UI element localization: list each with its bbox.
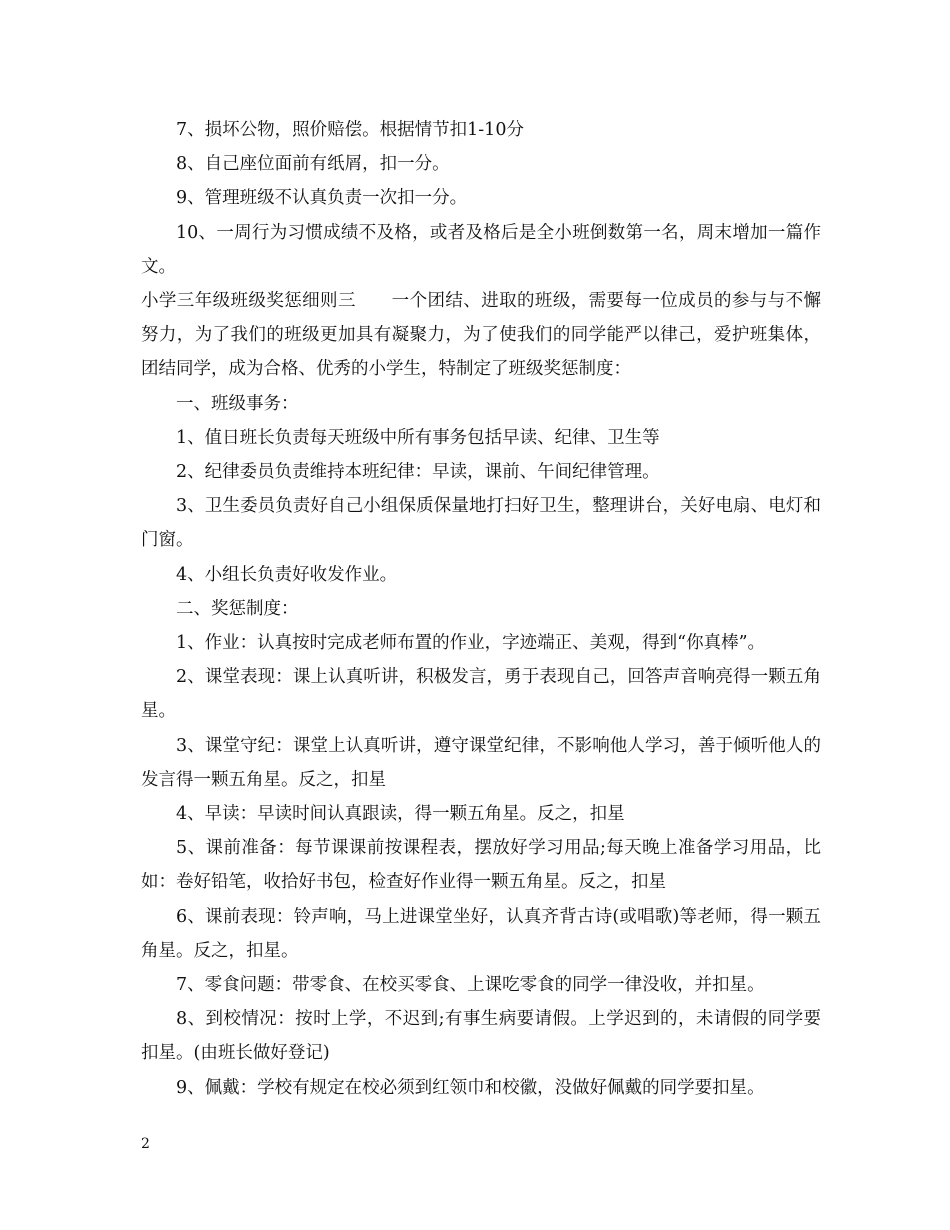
paragraph: 9、佩戴：学校有规定在校必须到红领巾和校徽，没做好佩戴的同学要扣星。 [176, 1077, 765, 1098]
paragraph: 1、作业：认真按时完成老师布置的作业，字迹端正、美观，得到“你真棒”。 [176, 633, 766, 654]
document-body [141, 113, 821, 1105]
paragraph: 7、零食问题：带零食、在校买零食、上课吃零食的同学一律没收，并扣星。 [176, 975, 765, 996]
paragraph: 8、自己座位面前有纸屑，扣一分。 [176, 154, 450, 175]
paragraph: 6、课前表现：铃声响，马上进课堂坐好，认真齐背古诗(或唱歌)等老师，得一颗五角星。反之，扣星。 [141, 906, 821, 961]
paragraph: 3、课堂守纪：课堂上认真听讲，遵守课堂纪律，不影响他人学习，善于倾听他人的发言得一颗五角星。反之，扣星 [141, 735, 821, 790]
page-number: 2 [141, 1136, 150, 1152]
paragraph: 1、值日班长负责每天班级中所有事务包括早读、纪律、卫生等 [176, 427, 660, 448]
paragraph: 4、小组长负责好收发作业。 [176, 564, 398, 585]
paragraph: 3、卫生委员负责好自己小组保质保量地打扫好卫生，整理讲台，关好电扇、电灯和门窗。 [141, 496, 821, 551]
paragraph: 2、课堂表现：课上认真听讲，积极发言，勇于表现自己，回答声音响亮得一颗五角星。 [141, 667, 821, 722]
paragraph: 2、纪律委员负责维持本班纪律：早读，课前、午间纪律管理。 [176, 462, 660, 483]
paragraph: 4、早读：早读时间认真跟读，得一颗五角星。反之，扣星 [176, 804, 625, 825]
paragraph: 二、奖惩制度： [176, 598, 299, 619]
section-heading-paragraph: 小学三年级班级奖惩细则三 一个团结、进取的班级，需要每一位成员的参与与不懈努力，为了我们的班级更加具有凝聚力，为了使我们的同学能严以律己，爱护班集体，团结同学，成为合格、优秀的小学生，特制定了班级奖惩制度： [141, 291, 821, 380]
paragraph: 8、到校情况：按时上学，不迟到;有事生病要请假。上学迟到的，未请假的同学要扣星。(由班长做好登记) [141, 1009, 821, 1064]
paragraph: 一、班级事务： [176, 393, 299, 414]
paragraph: 9、管理班级不认真负责一次扣一分。 [176, 188, 468, 209]
paragraph: 5、课前准备：每节课课前按课程表，摆放好学习用品;每天晚上准备学习用品，比如：卷好铅笔，收拾好书包，检查好作业得一颗五角星。反之，扣星 [141, 838, 821, 893]
paragraph: 10、一周行为习惯成绩不及格，或者及格后是全小班倒数第一名，周末增加一篇作文。 [141, 222, 821, 277]
paragraph: 7、损坏公物，照价赔偿。根据情节扣1-10分 [176, 120, 524, 140]
